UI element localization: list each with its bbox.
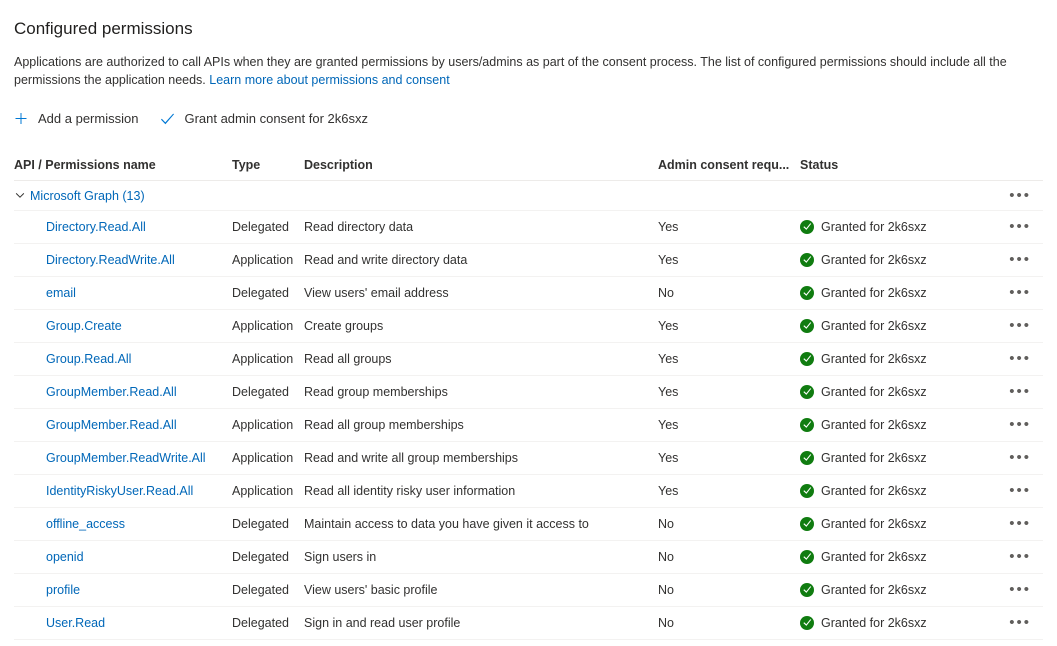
plus-icon xyxy=(14,112,30,126)
page-title: Configured permissions xyxy=(14,19,193,38)
row-context-menu-button[interactable]: ••• xyxy=(1009,449,1031,466)
permission-description: Sign users in xyxy=(304,550,377,564)
permission-type: Delegated xyxy=(232,550,289,564)
permission-name-link[interactable]: GroupMember.ReadWrite.All xyxy=(46,451,206,465)
table-row[interactable] xyxy=(14,508,1043,541)
permission-name-link[interactable]: Directory.ReadWrite.All xyxy=(46,253,175,267)
table-row[interactable] xyxy=(14,310,1043,343)
status-label: Granted for 2k6sxz xyxy=(821,517,927,531)
permissions-table xyxy=(14,150,1043,640)
learn-more-link[interactable]: Learn more about permissions and consent xyxy=(209,73,450,87)
permission-type: Delegated xyxy=(232,616,289,630)
status-label: Granted for 2k6sxz xyxy=(821,418,927,432)
permission-name-link[interactable]: Group.Create xyxy=(46,319,122,333)
status-label: Granted for 2k6sxz xyxy=(821,220,927,234)
permission-description: Read all identity risky user information xyxy=(304,484,516,498)
group-toggle-microsoft-graph[interactable] xyxy=(14,189,232,203)
row-context-menu-button[interactable]: ••• xyxy=(1009,416,1031,433)
permission-name-link[interactable]: email xyxy=(46,286,76,300)
grant-admin-consent-label: Grant admin consent for 2k6sxz xyxy=(184,111,368,126)
permission-name-link[interactable]: profile xyxy=(46,583,81,597)
table-row[interactable] xyxy=(14,574,1043,607)
permission-type: Delegated xyxy=(232,517,289,531)
status-badge xyxy=(800,286,990,300)
table-row[interactable] xyxy=(14,211,1043,244)
row-context-menu-button[interactable]: ••• xyxy=(1009,350,1031,367)
row-context-menu-button[interactable]: ••• xyxy=(1009,284,1031,301)
success-check-icon xyxy=(800,418,814,432)
permission-type: Application xyxy=(232,418,294,432)
row-context-menu-button[interactable]: ••• xyxy=(1009,482,1031,499)
permission-name-link[interactable]: Directory.Read.All xyxy=(46,220,146,234)
permission-description: Read all group memberships xyxy=(304,418,464,432)
column-header-admin-consent: Admin consent requ... xyxy=(658,158,790,172)
table-group-row xyxy=(14,181,1043,211)
status-label: Granted for 2k6sxz xyxy=(821,451,927,465)
success-check-icon xyxy=(800,451,814,465)
table-row[interactable] xyxy=(14,442,1043,475)
permission-admin-consent: No xyxy=(658,550,674,564)
row-context-menu-button[interactable]: ••• xyxy=(1009,186,1031,204)
status-badge xyxy=(800,352,990,366)
permission-type: Delegated xyxy=(232,583,289,597)
status-label: Granted for 2k6sxz xyxy=(821,286,927,300)
status-badge xyxy=(800,385,990,399)
success-check-icon xyxy=(800,583,814,597)
column-header-name: API / Permissions name xyxy=(14,158,156,172)
permission-admin-consent: No xyxy=(658,616,674,630)
table-row[interactable] xyxy=(14,244,1043,277)
row-context-menu-button[interactable]: ••• xyxy=(1009,218,1031,235)
permission-name-link[interactable]: IdentityRiskyUser.Read.All xyxy=(46,484,194,498)
permission-admin-consent: Yes xyxy=(658,385,679,399)
command-bar xyxy=(14,105,1043,133)
permission-name-link[interactable]: offline_access xyxy=(46,517,125,531)
permission-admin-consent: No xyxy=(658,583,674,597)
table-header-row xyxy=(14,150,1043,181)
column-header-description: Description xyxy=(304,158,373,172)
permission-name-link[interactable]: openid xyxy=(46,550,84,564)
status-label: Granted for 2k6sxz xyxy=(821,385,927,399)
permission-admin-consent: No xyxy=(658,286,674,300)
status-badge xyxy=(800,253,990,267)
status-label: Granted for 2k6sxz xyxy=(821,583,927,597)
table-row[interactable] xyxy=(14,541,1043,574)
permission-description: Create groups xyxy=(304,319,384,333)
permission-name-link[interactable]: GroupMember.Read.All xyxy=(46,385,177,399)
status-badge xyxy=(800,451,990,465)
status-badge xyxy=(800,319,990,333)
status-badge xyxy=(800,583,990,597)
table-body xyxy=(14,211,1043,640)
success-check-icon xyxy=(800,286,814,300)
row-context-menu-button[interactable]: ••• xyxy=(1009,383,1031,400)
permission-description: Read group memberships xyxy=(304,385,448,399)
success-check-icon xyxy=(800,352,814,366)
status-badge xyxy=(800,418,990,432)
status-label: Granted for 2k6sxz xyxy=(821,484,927,498)
row-context-menu-button[interactable]: ••• xyxy=(1009,515,1031,532)
permission-description: Read and write all group memberships xyxy=(304,451,518,465)
row-context-menu-button[interactable]: ••• xyxy=(1009,251,1031,268)
success-check-icon xyxy=(800,484,814,498)
permission-name-link[interactable]: GroupMember.Read.All xyxy=(46,418,177,432)
permission-description: Read directory data xyxy=(304,220,414,234)
description-text: Applications are authorized to call APIs when they are granted permissions by users/admins as part of the consent process. The list of configured permissions should include all the permissions the application needs. xyxy=(14,55,1007,87)
permission-name-link[interactable]: Group.Read.All xyxy=(46,352,132,366)
panel-description xyxy=(14,53,1014,89)
success-check-icon xyxy=(800,517,814,531)
chevron-down-icon xyxy=(14,190,26,202)
success-check-icon xyxy=(800,220,814,234)
permission-name-link[interactable]: User.Read xyxy=(46,616,106,630)
permission-description: Sign in and read user profile xyxy=(304,616,461,630)
permission-type: Application xyxy=(232,253,294,267)
table-row[interactable] xyxy=(14,277,1043,310)
configured-permissions-panel xyxy=(0,18,1057,646)
permission-admin-consent: No xyxy=(658,517,674,531)
status-label: Granted for 2k6sxz xyxy=(821,550,927,564)
row-context-menu-button[interactable]: ••• xyxy=(1009,614,1031,631)
table-row[interactable] xyxy=(14,475,1043,508)
status-badge xyxy=(800,550,990,564)
permission-admin-consent: Yes xyxy=(658,451,679,465)
success-check-icon xyxy=(800,385,814,399)
grant-admin-consent-button[interactable] xyxy=(160,111,368,127)
permission-type: Delegated xyxy=(232,385,289,399)
row-context-menu-button[interactable]: ••• xyxy=(1009,548,1031,565)
permission-description: Maintain access to data you have given it access to xyxy=(304,517,589,531)
permission-type: Delegated xyxy=(232,286,289,300)
permission-admin-consent: Yes xyxy=(658,352,679,366)
status-label: Granted for 2k6sxz xyxy=(821,352,927,366)
row-context-menu-button[interactable]: ••• xyxy=(1009,581,1031,598)
permission-type: Application xyxy=(232,352,294,366)
column-header-type: Type xyxy=(232,158,261,172)
status-badge xyxy=(800,484,990,498)
status-label: Granted for 2k6sxz xyxy=(821,319,927,333)
add-permission-button[interactable] xyxy=(14,111,138,127)
success-check-icon xyxy=(800,253,814,267)
status-badge xyxy=(800,517,990,531)
checkmark-icon xyxy=(160,113,176,126)
success-check-icon xyxy=(800,550,814,564)
permission-description: Read and write directory data xyxy=(304,253,468,267)
permission-type: Application xyxy=(232,484,294,498)
table-row[interactable] xyxy=(14,409,1043,442)
success-check-icon xyxy=(800,319,814,333)
column-header-status: Status xyxy=(800,158,839,172)
permission-admin-consent: Yes xyxy=(658,319,679,333)
permission-description: View users' basic profile xyxy=(304,583,438,597)
row-context-menu-button[interactable]: ••• xyxy=(1009,317,1031,334)
permission-type: Application xyxy=(232,319,294,333)
status-label: Granted for 2k6sxz xyxy=(821,616,927,630)
permission-admin-consent: Yes xyxy=(658,418,679,432)
permission-admin-consent: Yes xyxy=(658,253,679,267)
permission-type: Delegated xyxy=(232,220,289,234)
permission-admin-consent: Yes xyxy=(658,220,679,234)
permission-admin-consent: Yes xyxy=(658,484,679,498)
status-label: Granted for 2k6sxz xyxy=(821,253,927,267)
table-row[interactable] xyxy=(14,376,1043,409)
status-badge xyxy=(800,220,990,234)
permission-description: Read all groups xyxy=(304,352,392,366)
add-permission-label: Add a permission xyxy=(38,111,139,126)
group-label: Microsoft Graph (13) xyxy=(30,188,145,203)
permission-type: Application xyxy=(232,451,294,465)
permission-description: View users' email address xyxy=(304,286,449,300)
table-row[interactable] xyxy=(14,343,1043,376)
table-row[interactable] xyxy=(14,607,1043,640)
